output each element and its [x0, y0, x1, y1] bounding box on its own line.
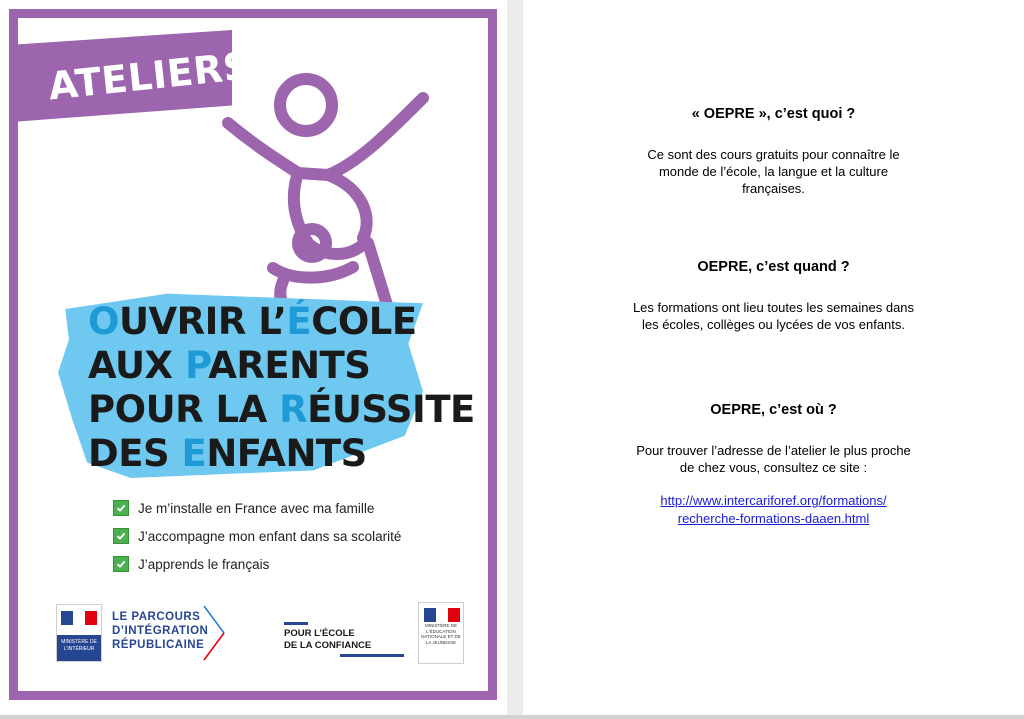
french-flag-icon [424, 608, 460, 622]
ministere-education-logo: MINISTÈRE DE L'ÉDUCATION NATIONALE ET DE LA JEUNESSE [418, 602, 464, 664]
list-item: Je m’installe en France avec ma famille [113, 494, 401, 522]
section-heading: OEPRE, c’est quand ? [697, 259, 850, 275]
title-line-2: AUX PARENTS [88, 344, 371, 387]
title-line-1: OUVRIR L’ÉCOLE [88, 300, 417, 343]
section-heading: OEPRE, c’est où ? [710, 402, 837, 418]
list-item: J’apprends le français [113, 550, 401, 578]
ecole-confiance-logo: POUR L’ÉCOLE DE LA CONFIANCE [284, 628, 372, 651]
parent-child-illustration-icon [188, 53, 458, 313]
oepre-poster [9, 9, 497, 700]
poster-title [88, 300, 475, 476]
ecole-logo-bar [340, 654, 404, 657]
formations-link[interactable]: recherche-formations-daaen.html [677, 511, 870, 526]
chevron-right-icon [202, 604, 226, 662]
title-line-3: POUR LA RÉUSSITE [88, 388, 475, 431]
check-icon [113, 500, 129, 516]
page-gutter [507, 0, 523, 715]
section-what: « OEPRE », c’est quoi ? Ce sont des cours gratuits pour connaître le monde de l’école, la langue et la culture françaises. [523, 106, 1024, 197]
list-item: J’accompagne mon enfant dans sa scolarité [113, 522, 401, 550]
section-when: OEPRE, c’est quand ? Les formations ont lieu toutes les semaines dans les écoles, collèges ou lycées de vos enfants. [523, 259, 1024, 333]
viewer-bottom-bar [0, 715, 1024, 719]
ateliers-label: ATELIERS [46, 43, 254, 109]
section-where: OEPRE, c’est où ? Pour trouver l’adresse de l’atelier le plus proche de chez vous, consultez ce site : http://www.intercariforef.org/formations/ recherche-formations-daaen.html [523, 402, 1024, 528]
ministere-interieur-logo: MINISTÈRE DE L'INTÉRIEUR [56, 604, 102, 662]
parcours-integration-logo: LE PARCOURS D’INTÉGRATION RÉPUBLICAINE [112, 611, 209, 651]
french-flag-icon [61, 611, 97, 625]
title-line-4: DES ENFANTS [88, 432, 367, 475]
section-heading: « OEPRE », c’est quoi ? [691, 106, 856, 122]
check-icon [113, 528, 129, 544]
left-page [0, 0, 507, 715]
ecole-logo-bar [284, 622, 308, 625]
check-icon [113, 556, 129, 572]
benefits-checklist [113, 494, 401, 578]
right-page [523, 0, 1024, 715]
partner-logos [52, 598, 472, 668]
formations-link[interactable]: http://www.intercariforef.org/formations/ [660, 493, 887, 508]
